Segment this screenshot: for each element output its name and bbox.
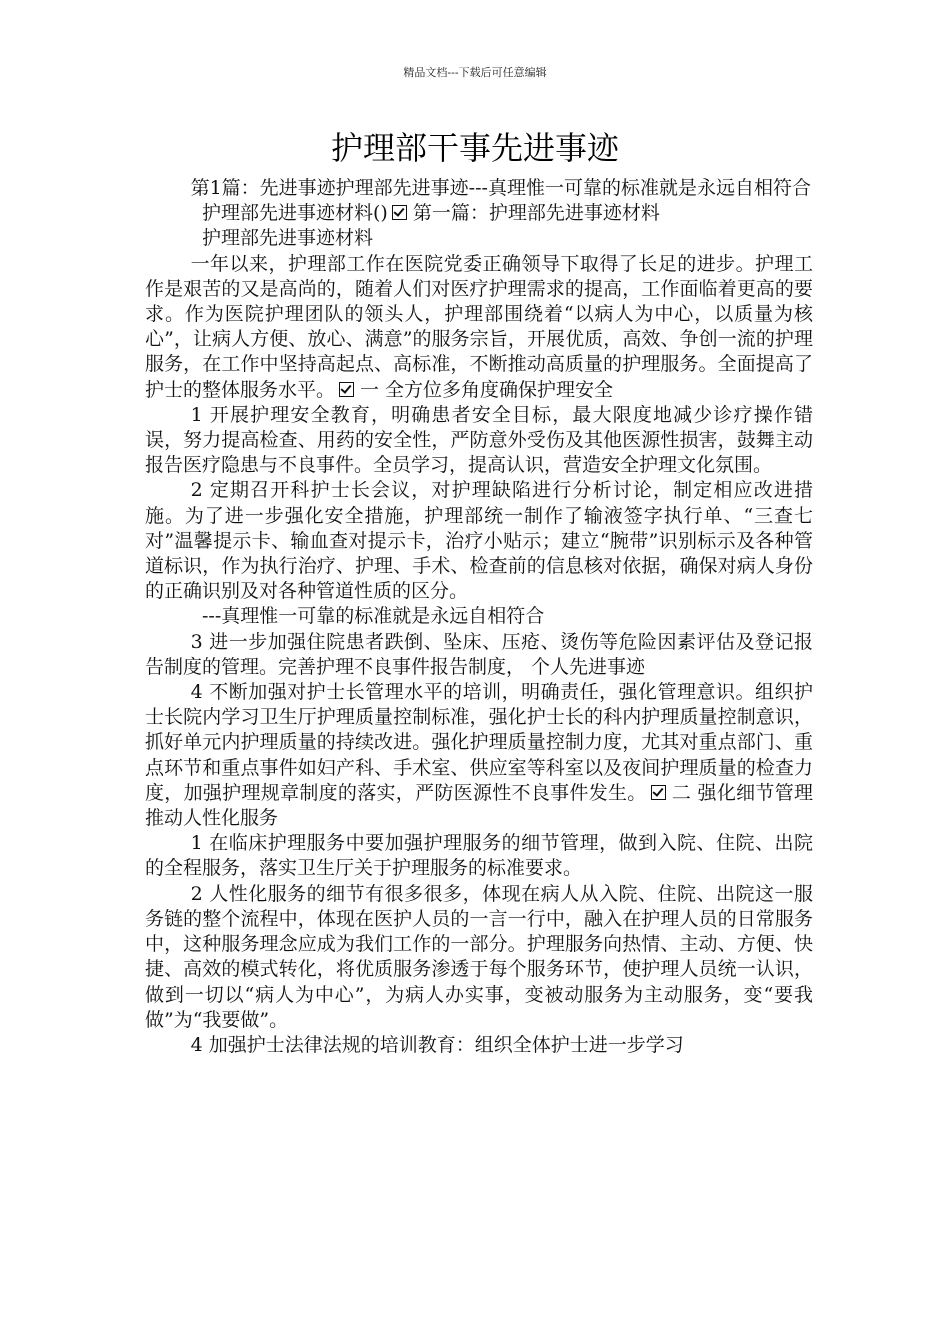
material-title-text: 护理部先进事迹材料() [202,202,388,225]
paragraph-detail-2: 2 人性化服务的细节有很多很多，体现在病人从入院、住院、出院这一服务链的整个流程中，体现在医护人员的一言一行中，融入在护理人员的日常服务中，这种服务理念应成为我们工作的一部分。护理服务向热情、主动、方便、快捷、高效的模式转化，将优质服务渗透于每个服务环节，使护理人员统一认识，做到一切以“病人为中心”，为病人办实事，变被动服务为主动服务，变“要我做”为“我要做”。 [145,882,813,1031]
paragraph-detail-1: 1 在临床护理服务中要加强护理服务的细节管理，做到入院、住院、出院的全程服务，落实卫生厅关于护理服务的标准要求。 [145,832,813,880]
section-heading-2: 二 强化细节管理推动人性化服务 [145,781,813,830]
checkbox-icon [392,205,407,220]
paragraph-item-1: 1 开展护理安全教育，明确患者安全目标，最大限度地减少诊疗操作错误，努力提高检查、用药的安全性，严防意外受伤及其他医源性损害，鼓舞主动报告医疗隐患与不良事件。全员学习，提高认识，营造安全护理文化氛围。 [145,403,813,477]
paragraph-item-3: 3 进一步加强住院患者跌倒、坠床、压疮、烫伤等危险因素评估及登记报告制度的管理。完善护理不良事件报告制度， 个人先进事迹 [145,630,813,678]
paragraph-material-title [145,201,813,226]
paragraph-detail-4: 4 加强护士法律法规的培训教育：组织全体护士进一步学习 [190,1033,684,1056]
overview-text: 一年以来，护理部工作在医院党委正确领导下取得了长足的进步。护理工作是艰苦的又是高尚的，随着人们对医疗护理需求的提高，工作面临着更高的要求。作为医院护理团队的领头人，护理部围绕着“以病人为中心，以质量为核心”，让病人方便、放心、满意”的服务宗旨，开展优质，高效、争创一流的护理服务，在工作中坚持高起点、高标准，不断推动高质量的护理服务。全面提高了护士的整体服务水平。 [145,252,813,401]
paragraph-item-2: 2 定期召开科护士长会议，对护理缺陷进行分析讨论，制定相应改进措施。为了进一步强化安全措施，护理部统一制作了输液签字执行单、“三查七对”温馨提示卡、输血查对提示卡，治疗小贴示；建立“腕带”识别标示及各种管道标识，作为执行治疗、护理、手术、检查前的信息核对依据，确保对病人身份的正确识别及对各种管道性质的区分。 [145,479,813,603]
paragraph-intro: 第1篇：先进事迹护理部先进事迹---真理惟一可靠的标准就是永远自相符合 [190,177,811,199]
document-body [145,176,813,1058]
document-title: 护理部干事先进事迹 [330,129,619,167]
paragraph-overview [145,252,813,403]
section-heading-1: 一 全方位多角度确保护理安全 [360,378,614,401]
chapter-title-text: 第一篇：护理部先进事迹材料 [412,202,660,225]
paragraph-subtitle: 护理部先进事迹材料 [202,227,374,250]
checkbox-icon [651,785,666,800]
page-header: 精品文档---下载后可任意编辑 [403,66,547,79]
item-4-text: 4 不断加强对护士长管理水平的培训，明确责任，强化管理意识。组织护士长院内学习卫生厅护理质量控制标准，强化护士长的科内护理质量控制意识，抓好单元内护理质量的持续改进。强化护理质量控制力度，尤其对重点部门、重点环节和重点事件如妇产科、手术室、供应室等科室以及夜间护理质量的检查力度，加强护理规章制度的落实，严防医源性不良事件发生。 [145,681,813,804]
paragraph-item-4 [145,680,813,831]
checkbox-icon [339,382,354,397]
paragraph-quote: ---真理惟一可靠的标准就是永远自相符合 [202,605,545,628]
